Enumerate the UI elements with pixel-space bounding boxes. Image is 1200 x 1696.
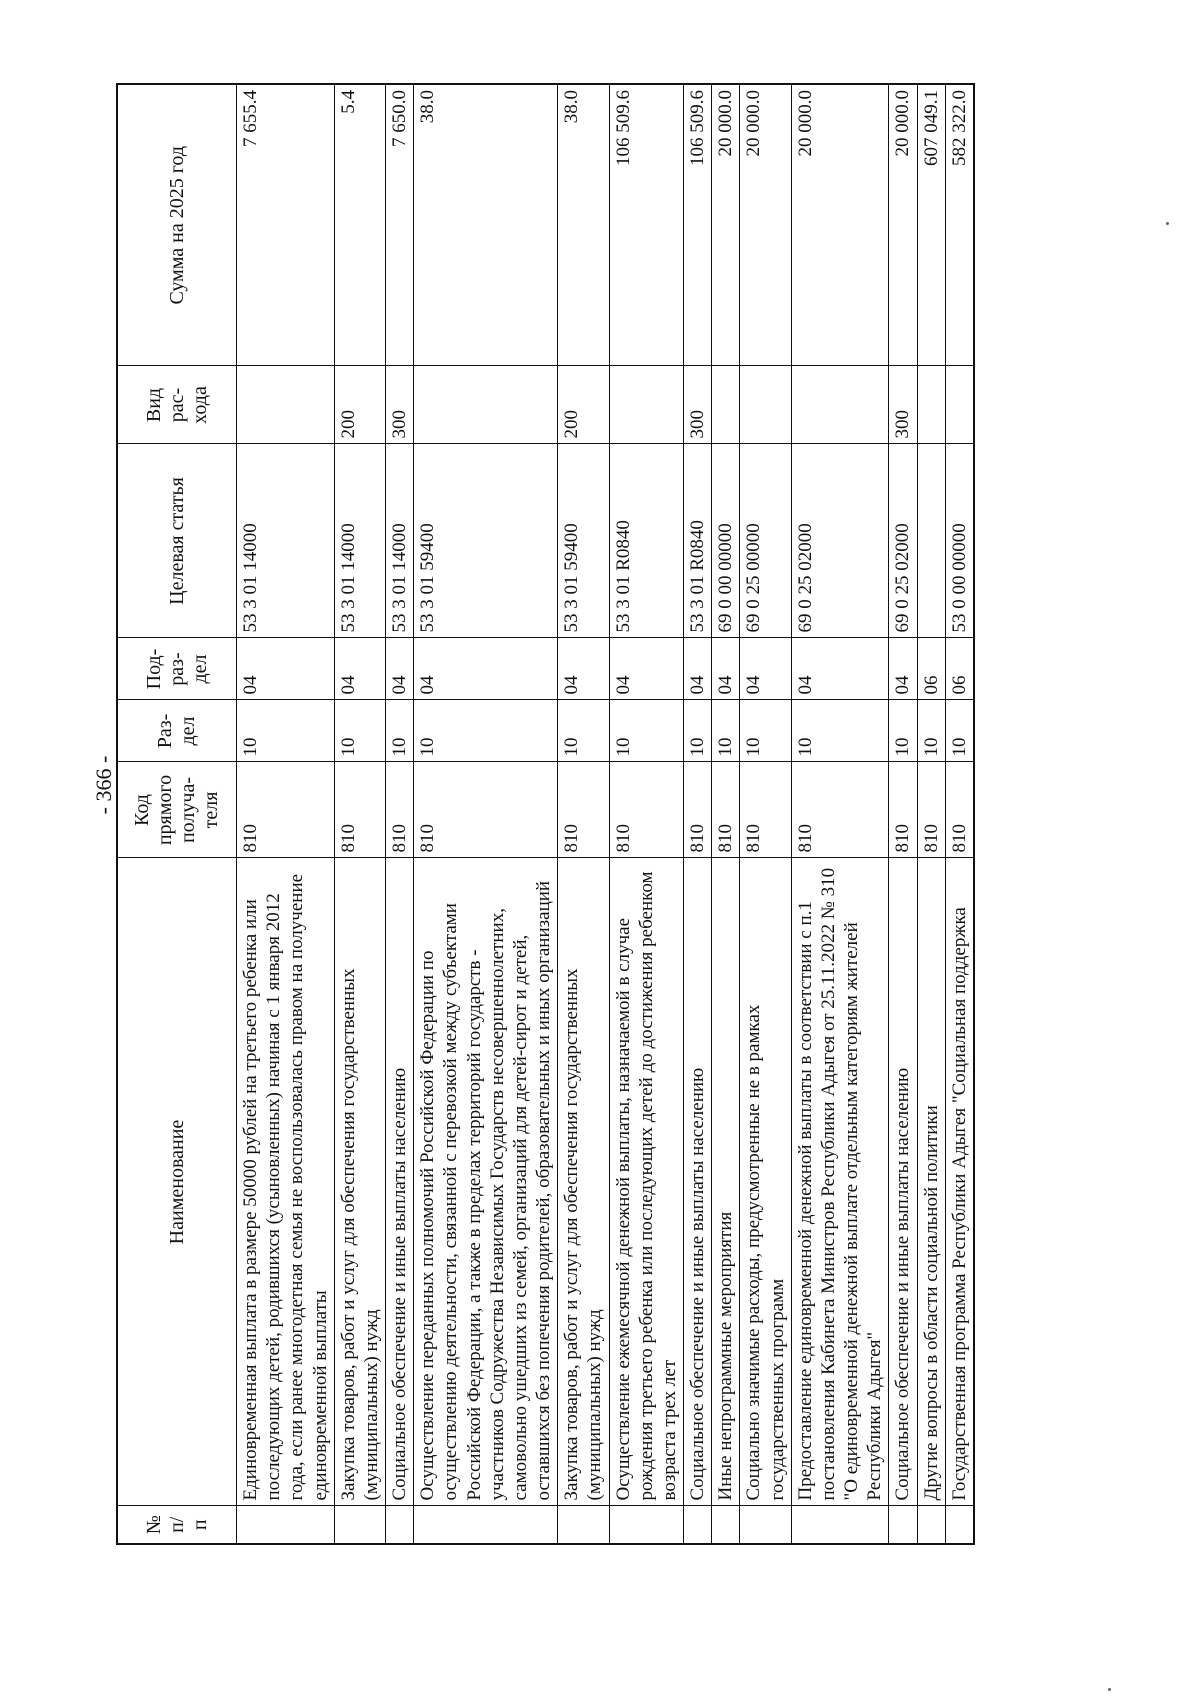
cell-target	[917, 444, 945, 638]
cell-expense-type	[712, 366, 740, 444]
cell-section: 10	[386, 700, 414, 762]
cell-amount: 38.0	[414, 84, 558, 366]
scan-speck	[1108, 1688, 1111, 1691]
cell-amount: 20 000.0	[712, 84, 740, 366]
cell-expense-type: 200	[558, 366, 609, 444]
cell-recipient: 810	[334, 762, 385, 858]
cell-name: Закупка товаров, работ и услуг для обеспечения государственных (муниципальных) нужд	[558, 858, 609, 1506]
cell-section: 10	[740, 700, 791, 762]
header-subsection: Под-раз-дел	[117, 638, 237, 700]
cell-name: Социально значимые расходы, предусмотренные не в рамках государственных программ	[740, 858, 791, 1506]
cell-target: 53 3 01 59400	[414, 444, 558, 638]
cell-section: 10	[889, 700, 917, 762]
table-row	[917, 84, 945, 1544]
cell-recipient: 810	[917, 762, 945, 858]
cell-amount: 106 509.6	[684, 84, 712, 366]
cell-expense-type	[414, 366, 558, 444]
cell-target: 69 0 00 00000	[712, 444, 740, 638]
cell-amount: 20 000.0	[889, 84, 917, 366]
cell-target: 53 3 01 14000	[334, 444, 385, 638]
cell-section: 10	[712, 700, 740, 762]
table-row	[386, 84, 414, 1544]
table-row	[334, 84, 385, 1544]
cell-target: 53 3 01 14000	[237, 444, 335, 638]
cell-recipient: 810	[889, 762, 917, 858]
cell-expense-type	[609, 366, 684, 444]
cell-amount: 607 049.1	[917, 84, 945, 366]
cell-recipient: 810	[740, 762, 791, 858]
cell-section: 10	[684, 700, 712, 762]
cell-target: 69 0 25 02000	[791, 444, 889, 638]
rotated-page	[116, 85, 1074, 1545]
cell-section: 10	[791, 700, 889, 762]
cell-num	[945, 1506, 974, 1544]
cell-subsection: 04	[334, 638, 385, 700]
cell-num	[609, 1506, 684, 1544]
cell-num	[889, 1506, 917, 1544]
cell-name: Социальное обеспечение и иные выплаты населению	[684, 858, 712, 1506]
cell-recipient: 810	[945, 762, 974, 858]
cell-subsection: 04	[558, 638, 609, 700]
cell-num	[791, 1506, 889, 1544]
cell-section: 10	[945, 700, 974, 762]
table-header-row	[117, 84, 237, 1544]
header-name: Наименование	[117, 858, 237, 1506]
cell-name: Государственная программа Республики Адыгея "Социальная поддержка	[945, 858, 974, 1506]
cell-num	[386, 1506, 414, 1544]
cell-num	[917, 1506, 945, 1544]
budget-table	[116, 83, 975, 1545]
cell-subsection: 04	[712, 638, 740, 700]
cell-num	[237, 1506, 335, 1544]
cell-amount: 7 650.0	[386, 84, 414, 366]
cell-target: 53 3 01 R0840	[684, 444, 712, 638]
cell-expense-type: 300	[684, 366, 712, 444]
cell-name: Социальное обеспечение и иные выплаты населению	[889, 858, 917, 1506]
header-target: Целевая статья	[117, 444, 237, 638]
cell-expense-type	[917, 366, 945, 444]
table-row	[712, 84, 740, 1544]
table-row	[684, 84, 712, 1544]
cell-subsection: 04	[889, 638, 917, 700]
cell-recipient: 810	[791, 762, 889, 858]
cell-expense-type: 200	[334, 366, 385, 444]
cell-expense-type	[791, 366, 889, 444]
cell-target: 53 3 01 R0840	[609, 444, 684, 638]
table-row	[889, 84, 917, 1544]
table-row	[237, 84, 335, 1544]
cell-subsection: 04	[740, 638, 791, 700]
cell-num	[414, 1506, 558, 1544]
cell-section: 10	[917, 700, 945, 762]
table-row	[740, 84, 791, 1544]
cell-amount: 20 000.0	[740, 84, 791, 366]
cell-section: 10	[237, 700, 335, 762]
cell-expense-type: 300	[889, 366, 917, 444]
cell-section: 10	[609, 700, 684, 762]
table-row	[791, 84, 889, 1544]
table-row	[414, 84, 558, 1544]
cell-amount: 5.4	[334, 84, 385, 366]
cell-name: Осуществление ежемесячной денежной выплаты, назначаемой в случае рождения третьего ребенка или последующих детей до достижения ребенком возраста трех лет	[609, 858, 684, 1506]
cell-num	[558, 1506, 609, 1544]
cell-amount: 106 509.6	[609, 84, 684, 366]
cell-amount: 38.0	[558, 84, 609, 366]
cell-target: 53 3 01 14000	[386, 444, 414, 638]
cell-name: Другие вопросы в области социальной политики	[917, 858, 945, 1506]
header-num: № п/п	[117, 1506, 237, 1544]
cell-target: 69 0 25 02000	[889, 444, 917, 638]
cell-recipient: 810	[712, 762, 740, 858]
header-amount: Сумма на 2025 год	[117, 84, 237, 366]
cell-num	[334, 1506, 385, 1544]
header-expense-type: Вид рас-хода	[117, 366, 237, 444]
cell-subsection: 04	[237, 638, 335, 700]
cell-recipient: 810	[558, 762, 609, 858]
cell-section: 10	[558, 700, 609, 762]
cell-subsection: 04	[609, 638, 684, 700]
cell-recipient: 810	[237, 762, 335, 858]
cell-num	[712, 1506, 740, 1544]
header-recipient: Код прямого получа-теля	[117, 762, 237, 858]
cell-subsection: 04	[414, 638, 558, 700]
cell-target: 69 0 25 00000	[740, 444, 791, 638]
cell-num	[740, 1506, 791, 1544]
cell-name: Осуществление переданных полномочий Российской Федерации по осуществлению деятельности, связанной с перевозкой между субъектами Российской Федерации, а также в пределах территорий государств - участников Содружества Независимых Государств несовершеннолетних, самовольно ушедших из семей, организаций для детей-сирот и детей, оставшихся без попечения родителей, образовательных и иных организаций	[414, 858, 558, 1506]
cell-recipient: 810	[609, 762, 684, 858]
cell-subsection: 04	[684, 638, 712, 700]
cell-section: 10	[414, 700, 558, 762]
cell-expense-type	[740, 366, 791, 444]
cell-subsection: 06	[945, 638, 974, 700]
cell-name: Предоставление единовременной денежной выплаты в соответствии с п.1 постановления Кабинета Министров Республики Адыгея от 25.11.2022 № 310 "О единовременной денежной выплате отдельным категориям жителей Республики Адыгея"	[791, 858, 889, 1506]
cell-amount: 7 655.4	[237, 84, 335, 366]
header-section: Раз-дел	[117, 700, 237, 762]
cell-amount: 582 322.0	[945, 84, 974, 366]
cell-expense-type	[237, 366, 335, 444]
cell-recipient: 810	[684, 762, 712, 858]
page-number: - 366 -	[91, 755, 116, 815]
cell-expense-type	[945, 366, 974, 444]
cell-name: Социальное обеспечение и иные выплаты населению	[386, 858, 414, 1506]
cell-subsection: 04	[386, 638, 414, 700]
cell-section: 10	[334, 700, 385, 762]
cell-subsection: 06	[917, 638, 945, 700]
table-body	[237, 84, 974, 1544]
cell-target: 53 3 01 59400	[558, 444, 609, 638]
cell-recipient: 810	[414, 762, 558, 858]
table-row	[609, 84, 684, 1544]
cell-name: Иные непрограммные мероприятия	[712, 858, 740, 1506]
cell-recipient: 810	[386, 762, 414, 858]
scan-speck	[1166, 222, 1169, 225]
cell-name: Закупка товаров, работ и услуг для обеспечения государственных (муниципальных) нужд	[334, 858, 385, 1506]
cell-target: 53 0 00 00000	[945, 444, 974, 638]
table-row	[558, 84, 609, 1544]
cell-expense-type: 300	[386, 366, 414, 444]
cell-num	[684, 1506, 712, 1544]
cell-subsection: 04	[791, 638, 889, 700]
cell-amount: 20 000.0	[791, 84, 889, 366]
table-row	[945, 84, 974, 1544]
cell-name: Единовременная выплата в размере 50000 рублей на третьего ребенка или последующих детей, родившихся (усыновленных) начиная с 1 января 2012 года, если ранее многодетная семья не воспользовалась правом на получение единовременной выплаты	[237, 858, 335, 1506]
